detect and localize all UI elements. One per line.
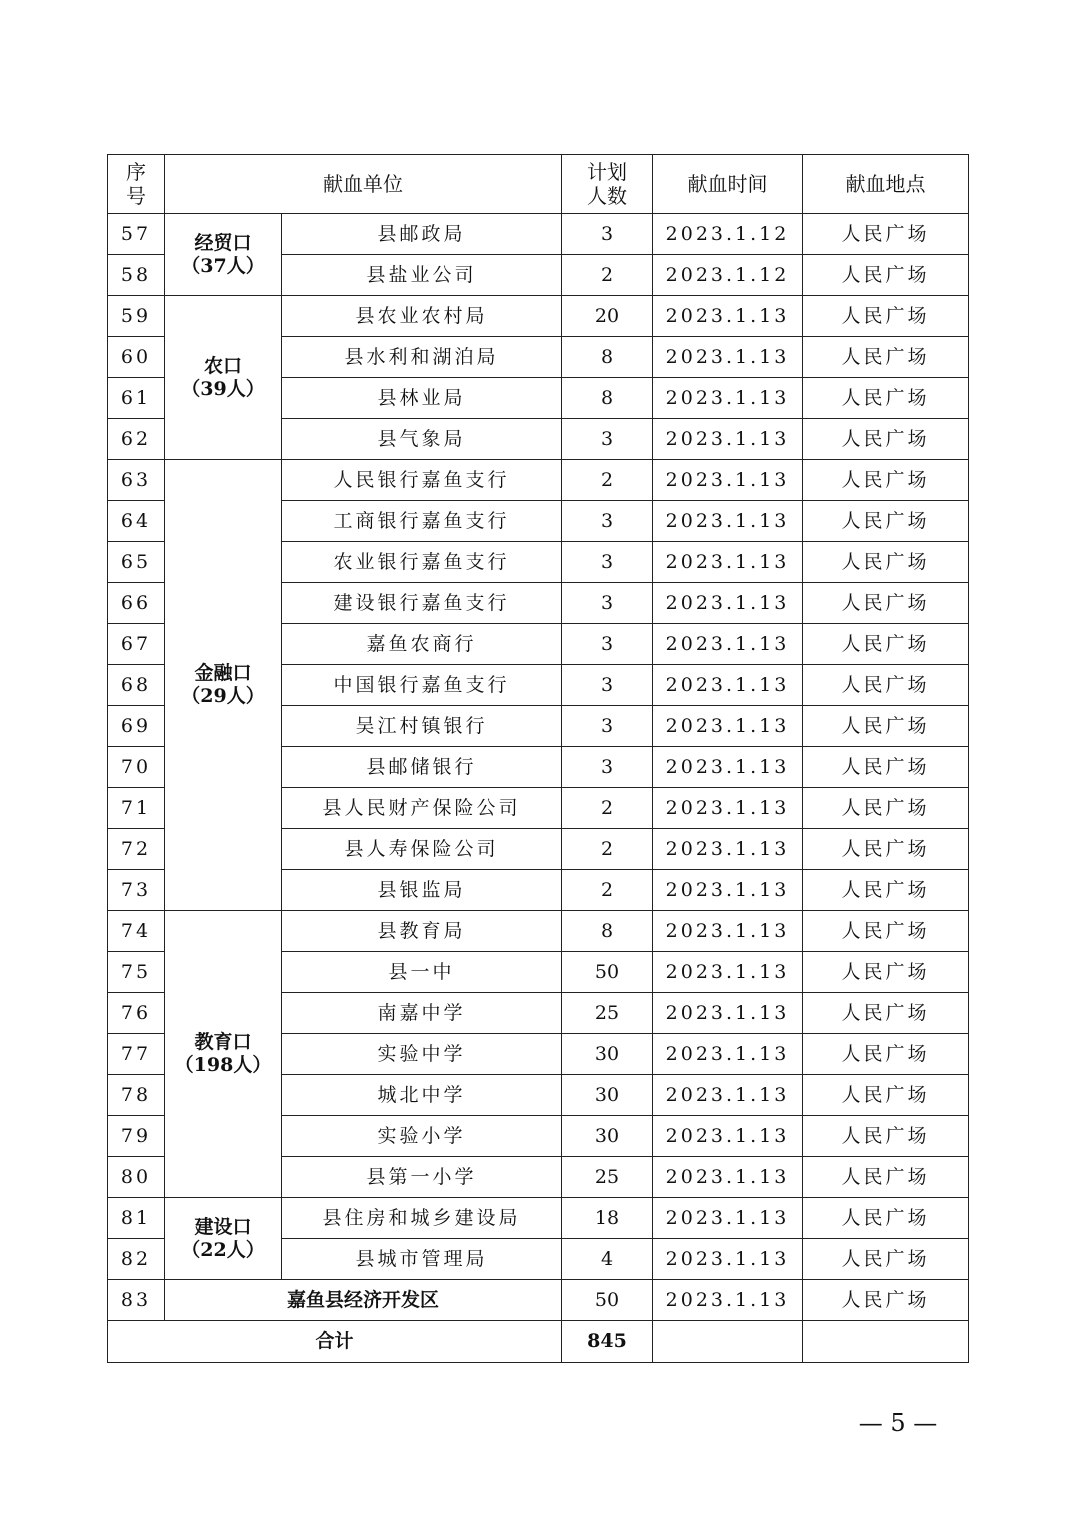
table-row: 75 县一中 50 2023.1.13 人民广场 [108, 952, 969, 993]
group-jingmao: 经贸口 （37人） [165, 214, 282, 296]
table-row: 62 县气象局 3 2023.1.13 人民广场 [108, 419, 969, 460]
table-row: 83 嘉鱼县经济开发区 50 2023.1.13 人民广场 [108, 1280, 969, 1321]
table-row: 82 县城市管理局 4 2023.1.13 人民广场 [108, 1239, 969, 1280]
table-row: 67 嘉鱼农商行 3 2023.1.13 人民广场 [108, 624, 969, 665]
table-row: 72 县人寿保险公司 2 2023.1.13 人民广场 [108, 829, 969, 870]
table-row: 58 县盐业公司 2 2023.1.12 人民广场 [108, 255, 969, 296]
table-row: 76 南嘉中学 25 2023.1.13 人民广场 [108, 993, 969, 1034]
table-header-row [108, 155, 969, 214]
blood-donation-table [107, 154, 969, 1363]
table-row: 71 县人民财产保险公司 2 2023.1.13 人民广场 [108, 788, 969, 829]
group-jiaoyu: 教育口 （198人） [165, 911, 282, 1198]
table-row: 79 实验小学 30 2023.1.13 人民广场 [108, 1116, 969, 1157]
table-row: 60 县水利和湖泊局 8 2023.1.13 人民广场 [108, 337, 969, 378]
table-row: 73 县银监局 2 2023.1.13 人民广场 [108, 870, 969, 911]
group-nong: 农口 （39人） [165, 296, 282, 460]
total-count: 845 [562, 1321, 653, 1363]
table-row: 64 工商银行嘉鱼支行 3 2023.1.13 人民广场 [108, 501, 969, 542]
header-count: 计划 人数 [562, 155, 653, 214]
total-label: 合计 [108, 1321, 562, 1363]
table-row: 68 中国银行嘉鱼支行 3 2023.1.13 人民广场 [108, 665, 969, 706]
table-row: 74 教育口 （198人） 县教育局 8 2023.1.13 人民广场 [108, 911, 969, 952]
header-unit: 献血单位 [165, 155, 562, 214]
table-row: 57 经贸口 （37人） 县邮政局 3 2023.1.12 人民广场 [108, 214, 969, 255]
total-row [108, 1321, 969, 1363]
header-seq: 序 号 [108, 155, 165, 214]
table-row: 81 建设口 （22人） 县住房和城乡建设局 18 2023.1.13 人民广场 [108, 1198, 969, 1239]
page-number: — 5 — [858, 1409, 938, 1437]
unit-development-zone: 嘉鱼县经济开发区 [165, 1280, 562, 1321]
table-row: 78 城北中学 30 2023.1.13 人民广场 [108, 1075, 969, 1116]
table-row: 61 县林业局 8 2023.1.13 人民广场 [108, 378, 969, 419]
table-row: 66 建设银行嘉鱼支行 3 2023.1.13 人民广场 [108, 583, 969, 624]
total-time [653, 1321, 803, 1363]
group-jinrong: 金融口 （29人） [165, 460, 282, 911]
table-row: 63 金融口 （29人） 人民银行嘉鱼支行 2 2023.1.13 人民广场 [108, 460, 969, 501]
header-time: 献血时间 [653, 155, 803, 214]
table-row: 70 县邮储银行 3 2023.1.13 人民广场 [108, 747, 969, 788]
total-place [803, 1321, 969, 1363]
table-row: 69 吴江村镇银行 3 2023.1.13 人民广场 [108, 706, 969, 747]
table-row: 65 农业银行嘉鱼支行 3 2023.1.13 人民广场 [108, 542, 969, 583]
header-place: 献血地点 [803, 155, 969, 214]
table-row: 77 实验中学 30 2023.1.13 人民广场 [108, 1034, 969, 1075]
table-row: 59 农口 （39人） 县农业农村局 20 2023.1.13 人民广场 [108, 296, 969, 337]
group-jianshe: 建设口 （22人） [165, 1198, 282, 1280]
table-row: 80 县第一小学 25 2023.1.13 人民广场 [108, 1157, 969, 1198]
